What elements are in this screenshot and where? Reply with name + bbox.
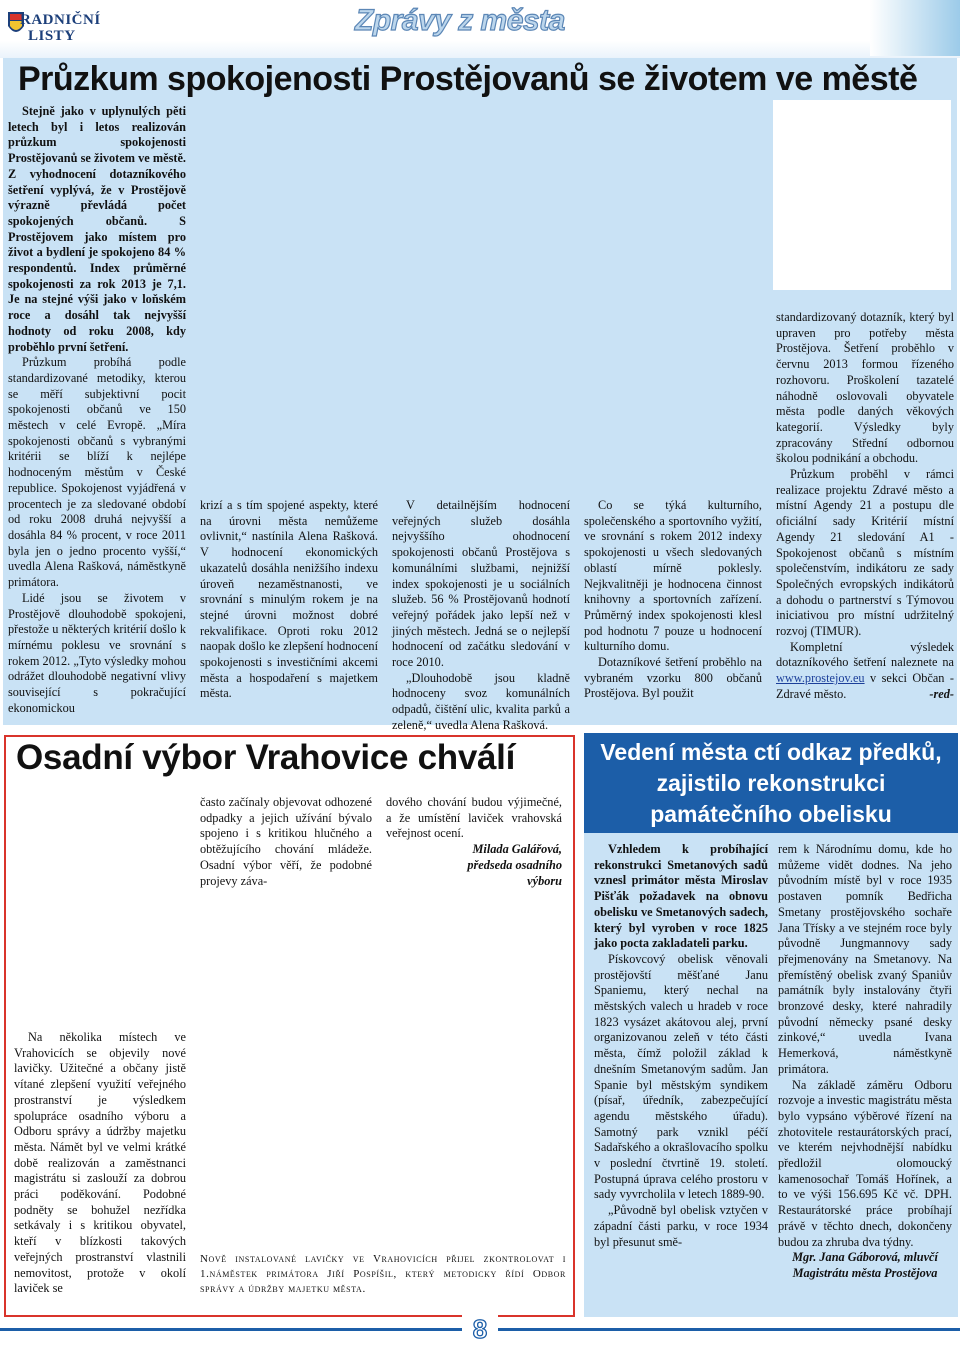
article1-title: Průzkum spokojenosti Prostějovanů se životem ve městě [18,60,918,98]
article2-column-1 [14,1030,186,1297]
article2-author: Milada Galářová, [472,842,562,857]
article2-author-role: předseda osadního výboru [467,857,562,888]
article1-column-3 [392,498,570,734]
article3-column-2 [778,842,952,1282]
page-number: 8 [462,1314,498,1344]
article1-col3-paragraph-1: V detailnějším hodnocení veřejných služeb dosáhla nejvyššího ohodnocení spokojenosti občanů Prostějova s komunálními službami, nejnižší index spokojenosti je u sociálních služeb. 56 % Prostějovanů hodnotí veřejný pořádek jako lepší než v jiných městech. Jedná se o nejlepší hodnocení od začátku sledování v roce 2010. [392,498,570,670]
article1-signature: -red- [929,686,954,701]
prostejov-website-link[interactable]: www.prostejov.eu [776,671,865,686]
article2-col3-text: dového chování budou výjimečné, a že umístění laviček vrahovská veřejnost ocení. [386,795,562,841]
article1-col5-text-a: Kompletní výsledek dotazníkového šetření naleznete na [776,639,954,670]
article1-col5-paragraph-2: Průzkum proběhl v rámci realizace projektu Zdravé město a místní Agendy 21 a postupu dle oficiální sady Kritérií místní Agendy 21 sledování A1 - Spokojenost občanů s místním společenstvím, indikátoru ze sady Společných evropských indikátorů a dohodu o partnerství s Týmovou iniciativou pro místní udržitelný rozvoj (TIMUR). [776,467,954,639]
article2-title: Osadní výbor Vrahovice chválí [16,738,516,777]
article3-col2-paragraph-2: Na základě záměru Odboru rozvoje a investic magistrátu města bylo vypsáno výběrové řízení na zhotovitele restaurátorských prací, ve kterém nejvhodnější nabídku předložil olomoucký kamenosochař Tomáš Hořínek, a to ve výši 156.695 Kč vč. DPH. Restaurátorské práce probíhají právě v těchto dnech, dokončeny budou za zhruba dva týdny. [778,1077,952,1249]
article2-column-3 [386,795,562,889]
article3-col2-paragraph-1: rem k Národnímu domu, kde ho můžeme vidět dodnes. Na jeho původním místě byl v roce 1935 postaven pomník Bedřicha Smetany prostějovského sochaře Jana Třísky a ve stejném roce byly původně Jungmannovy sady přejmenovány na Smetanovy. Na přemístěný obelisk zvaný Spaniův památník byly instalovány čtyři bronzové desky, které nahradily původní německy psané desky zinkové,“ uvedla Ivana Hemerková, náměstkyně primátora. [778,842,952,1076]
article3-author: Mgr. Jana Gáborová, mluvčí Magistrátu města Prostějova [792,1250,938,1280]
article1-col4-paragraph-1: Co se týká kulturního, společenského a sportovního vyžití, ve srovnání s rokem 2012 indexy spokojenosti u všech sledovaných oblastí mírně poklesly. Nejkvalitněji je hodnocena činnost knihovny a sportovních zařízení. Průměrný index spokojenosti klesl pod hodnotu 7 pouze u hodnocení kulturního domu. [584,498,762,654]
article3-title: Vedení města ctí odkaz předků, zajistilo rekonstrukci památečního obelisku [600,739,942,827]
article2-col2-text: často začínaly objevovat odhozené odpadky a jejich užívání bývalo spojeno i s kritikou hlučného a obtěžujícího chování mládeže. Osadní výbor věří, že podobné projevy záva- [200,795,372,888]
article1-col1-paragraph-2: Průzkum probíhá podle standardizované metodiky, kterou se měří subjektivní pocit spokojenosti občanů ve 150 městech v celé Evropě. „Míra spokojenosti občanů s vybranými kritérii se blíží k nejlépe hodnoceným městům v České republice. Spokojenost vyjádřená v procentech je za sledované období od roku 2008 druhá nejvyšší a dosáhla 84 % procent, v roce 2011 byla jen o jedno procento vyšší,“ uvedla Alena Rašková, náměstkyně primátora. [8,355,186,590]
article1-col5-paragraph-1: standardizovaný dotazník, který byl upraven pro potřeby města Prostějova. Šetření proběhlo v červnu 2013 formou řízeného rozhovoru. Proškolení tazatelé náhodně oslovovali obyvatele města podle daných věkových kategorií. Výsledky byly zpracovány Střední odbornou školou podnikání a obchodu. [776,310,954,466]
article1-col3-paragraph-2: „Dlouhodobě jsou kladně hodnoceny svoz komunálních odpadů, čištění ulic, kvalita parků a zeleně,“ uvedla Alena Rašková. [392,670,570,732]
article2-col1-text: Na několika místech ve Vrahovicích se objevily nové lavičky. Užitečné a občany jistě vítané zlepšení využití veřejného prostranství je výsledkem spolupráce osadního výboru a Odboru správy a údržby majetku města. Námět byl ve velmi krátké době realizován a zaměstnanci magistrátu si zaslouží za dobrou práci poděkování. Podobné podněty se bohužel nezřídka setkávaly i s kritikou obyvatel, kteří v blízkosti takových veřejných prostranství vlastnili nemovitost, protože v okolí laviček se [14,1030,186,1296]
article1-lead: Stejně jako v uplynulých pěti letech byl i letos realizován průzkum spokojenosti Prostějovanů se životem ve městě. Z vyhodnocení dotazníkového šetření vyplývá, že v Prostějově výrazně převládá počet spokojených občanů. S Prostějovem jako místem pro život a bydlení je spokojeno 84 % respondentů. Index průměrné spokojenosti za rok 2013 je 7,1. Je na stejné výši jako v loňském roce a dosáhl tak nejvyšší hodnoty od roku 2008, kdy proběhlo první šetření. [8,104,186,354]
article1-col1-paragraph-3: Lidé jsou se životem v Prostějově dlouhodobě spokojeni, přestože u některých kritérií došlo k mírnému poklesu ve srovnání s rokem 2012. „Tyto výsledky mohou odrážet dlouhodobě negativní vlivy související s pokračující ekonomickou [8,590,186,715]
article3-col1-paragraph-3: „Původně byl obelisk vztyčen v západní části parku, v roce 1934 byl přesunut smě- [594,1203,768,1249]
article1-col4-paragraph-2: Dotazníkové šetření proběhlo na vybraném vzorku 800 občanů Prostějova. Byl použit [584,655,762,701]
article2-bench-photo [200,895,570,1235]
article1-col5-paragraph-3 [776,640,954,703]
article1-column-1 [8,104,186,716]
article3-col1-paragraph-2: Pískovcový obelisk věnovali prostějovští měšťané Janu Spaniemu, který nechal na městských valech u hradeb v roce 1823 vysázet akátovou alej, první organizovanou zeleň v této části města, čímž položil základ k dnešním Smetanovým sadům. Jan Spanie byl městským syndikem (písař, úředník, zabezpečující agendu městského úřadu). Samotný park vznikl péčí Sadařského a okrašlovacího spolku v poslední čtvrtině 19. století. Postupná úprava celého prostoru v sady vyvrcholila v letech 1889-90. [594,951,768,1202]
header-accent-bar [870,0,960,56]
article1-column-2 [200,498,378,702]
logo-line1: RADNIČNÍ [20,12,101,28]
logo [6,6,126,46]
article1-col5-text-b: v sekci Občan - Zdravé město. [776,671,954,701]
logo-line2: LISTY [28,28,76,44]
section-title: Zprávy z města [355,4,565,37]
article1-column-5 [776,310,954,703]
article2-photo-caption: Nově instalované lavičky ve Vrahovicích přijel zkontrolovat i 1.náměstek primátora Jiří Pospíšil, který metodicky řídí Odbor správy a údržby majetku města. [200,1253,566,1295]
article3-lead: Vzhledem k probíhající rekonstrukci Smetanových sadů vznesl primátor města Miroslav Pišťák požadavek na obnovu obelisku ve Smetanových sadech, který byl vyroben v roce 1825 jako pocta zakladateli parku. [594,842,768,951]
article1-column-4 [584,498,762,702]
article3-column-1 [594,842,768,1250]
article2-column-2 [200,795,372,889]
article2-photo-small [16,905,186,1025]
article1-col2-text: krizí a s tím spojené aspekty, které na úrovni města nemůžeme ovlivnit,“ nastínila Alena Rašková. V hodnocení ekonomických ukazatelů dosáhla nenižšího indexu úroveň nezaměstnanosti, ve srovnání s minulým rokem je na stejné úrovni možnost dobré rekvalifikace. Oproti roku 2012 naopak došlo ke zlepšení hodnocení spokojenosti s investičními akcemi města a hospodaření s majetkem města. [200,498,378,701]
article1-photo-right [773,100,951,290]
